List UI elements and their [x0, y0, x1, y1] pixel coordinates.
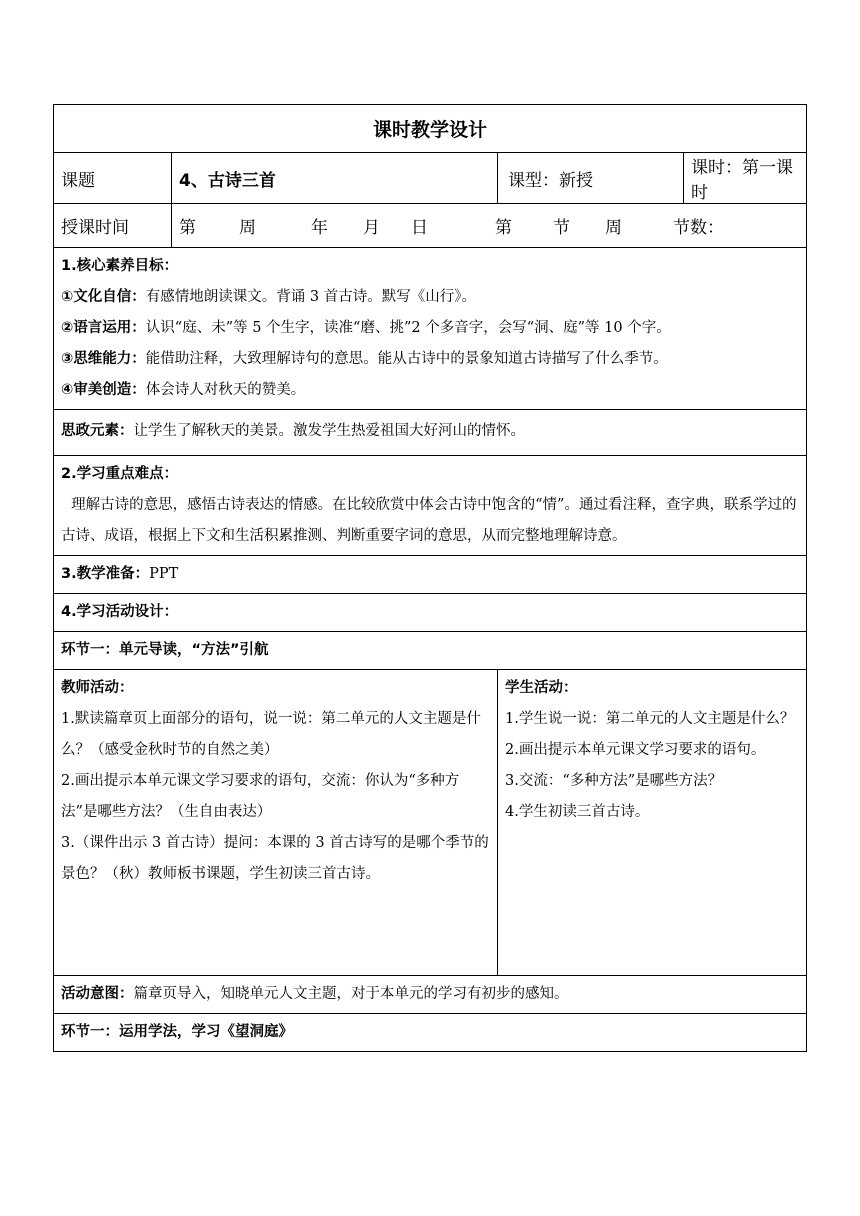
- goal-label: ①文化自信：: [61, 289, 146, 305]
- time-field-section: 节: [553, 218, 570, 238]
- core-goals-heading: 1.核心素养目标：: [61, 258, 179, 274]
- segment-1-heading: 环节一：单元导读，“方法”引航: [61, 642, 269, 658]
- time-field-month: 月: [363, 218, 380, 238]
- activities-row: [54, 670, 807, 976]
- goal-label: ②语言运用：: [61, 320, 146, 336]
- key-points-heading: 2.学习重点难点：: [61, 466, 179, 482]
- lesson-period: 课时：第一课时: [684, 153, 807, 204]
- lesson-type: 课型：新授: [498, 153, 684, 204]
- goal-text: 体会诗人对秋天的赞美。: [145, 382, 306, 398]
- prep-text: PPT: [149, 566, 179, 582]
- goal-text: 认识“庭、未”等 5 个生字，读准“磨、挑”2 个多音字，会写“洞、庭”等 10 个字。: [145, 320, 671, 336]
- goal-item: [61, 344, 798, 375]
- topic-row: [54, 153, 807, 204]
- time-field-week-prefix: 第: [179, 218, 196, 238]
- intent-label: 活动意图：: [61, 986, 134, 1002]
- student-activity-cell: [498, 670, 807, 976]
- student-activity-item: 3.交流：“多种方法”是哪些方法？: [505, 773, 723, 789]
- document-title: 课时教学设计: [54, 105, 807, 153]
- teacher-activity-item: 2.画出提示本单元课文学习要求的语句，交流：你认为“多种方法”是哪些方法？（生自由表达）: [61, 773, 460, 820]
- topic-label: 课题: [54, 153, 172, 204]
- ideology-text: 让学生了解秋天的美景。激发学生热爱祖国大好河山的情怀。: [133, 423, 525, 439]
- teacher-activity-heading: 教师活动：: [61, 680, 134, 696]
- time-field-week-2: 周: [605, 218, 622, 238]
- prep-label: 3.教学准备：: [61, 566, 150, 582]
- goal-item: [61, 375, 798, 406]
- student-activity-heading: 学生活动：: [505, 680, 578, 696]
- time-field-section-prefix: 第: [495, 218, 512, 238]
- time-fields: [172, 204, 807, 248]
- intent-text: 篇章页导入，知晓单元人文主题，对于本单元的学习有初步的感知。: [133, 986, 569, 1002]
- core-goals-section: [54, 248, 807, 410]
- lesson-design-table: [53, 104, 807, 1052]
- lesson-design-document: [53, 104, 806, 1052]
- ideology-label: 思政元素：: [61, 423, 134, 439]
- segment-1-cell: [54, 632, 807, 670]
- goal-item: [61, 282, 798, 313]
- goal-text: 能借助注释，大致理解诗句的意思。能从古诗中的景象知道古诗描写了什么季节。: [145, 351, 668, 367]
- key-points-section: [54, 456, 807, 556]
- goal-label: ④审美创造：: [61, 382, 146, 398]
- segment-2-heading: 环节一：运用学法，学习《望洞庭》: [61, 1024, 293, 1040]
- student-activity-item: 2.画出提示本单元课文学习要求的语句。: [505, 742, 766, 758]
- goal-item: [61, 313, 798, 344]
- time-field-week: 周: [239, 218, 256, 238]
- segment-2-cell: [54, 1014, 807, 1052]
- key-points-text: 理解古诗的意思，感悟古诗表达的情感。在比较欣赏中体会古诗中饱含的“情”。通过看注释，查字典，联系学过的古诗、成语，根据上下文和生活积累推测、判断重要字词的意思，从而完整地理解诗意。: [61, 497, 797, 544]
- activity-intent-section: [54, 976, 807, 1014]
- goal-text: 有感情地朗读课文。背诵 3 首古诗。默写《山行》。: [145, 289, 476, 305]
- teacher-activity-cell: [54, 670, 498, 976]
- time-field-day: 日: [411, 218, 428, 238]
- activity-design-heading-cell: [54, 594, 807, 632]
- time-row: [54, 204, 807, 248]
- student-activity-item: 4.学生初读三首古诗。: [505, 804, 650, 820]
- topic-value: 4、古诗三首: [172, 153, 498, 204]
- time-field-count: 节数：: [673, 218, 724, 238]
- ideology-section: [54, 410, 807, 456]
- time-label: 授课时间: [54, 204, 172, 248]
- goal-label: ③思维能力：: [61, 351, 146, 367]
- student-activity-item: 1.学生说一说：第二单元的人文主题是什么？: [505, 711, 795, 727]
- time-field-year: 年: [311, 218, 328, 238]
- activity-design-heading: 4.学习活动设计：: [61, 604, 179, 620]
- teacher-activity-item: 3.（课件出示 3 首古诗）提问：本课的 3 首古诗写的是哪个季节的景色？（秋）教师板书课题，学生初读三首古诗。: [61, 835, 489, 882]
- teacher-activity-item: 1.默读篇章页上面部分的语句，说一说：第二单元的人文主题是什么？（感受金秋时节的自然之美）: [61, 711, 481, 758]
- prep-section: [54, 556, 807, 594]
